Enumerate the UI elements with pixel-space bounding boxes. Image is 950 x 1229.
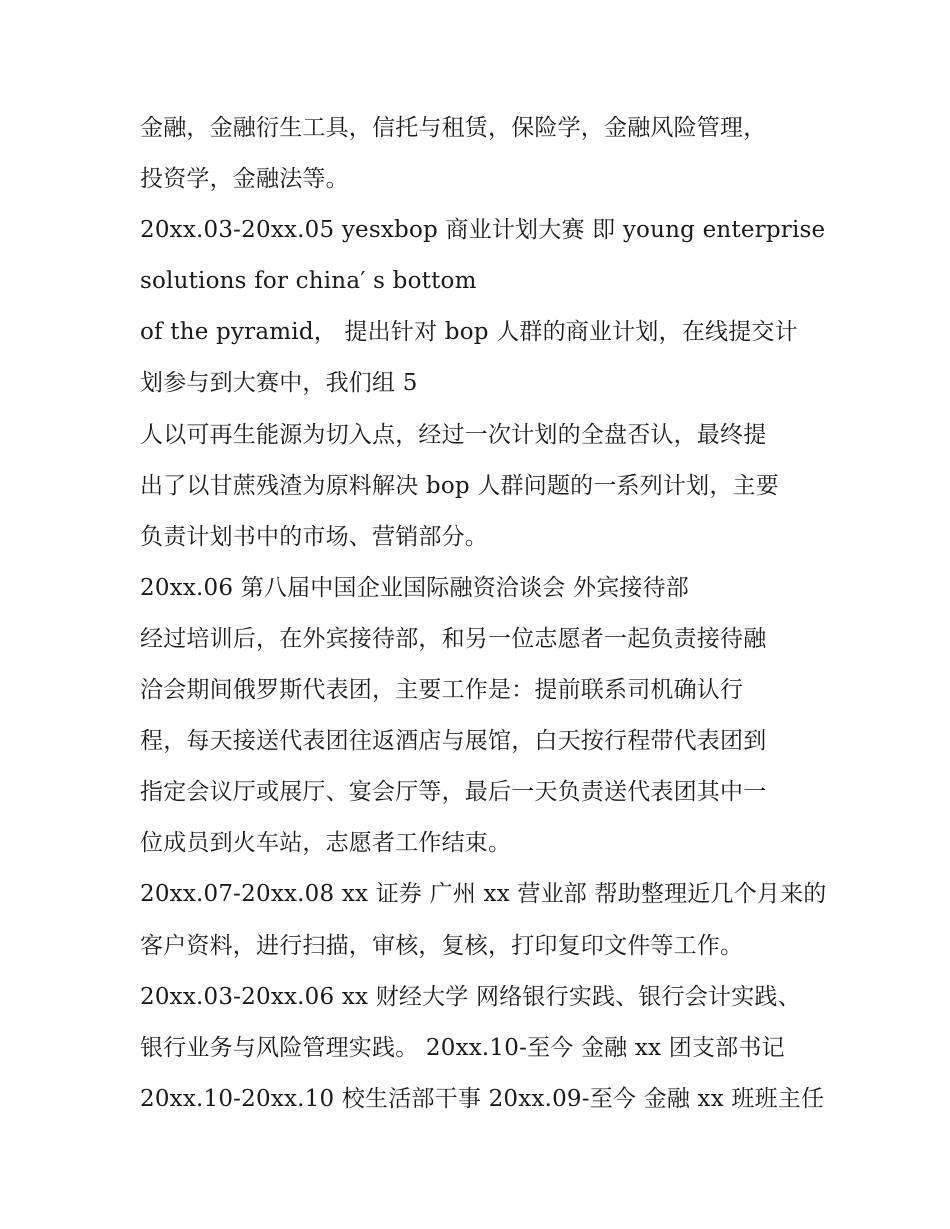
text-line: 20xx.10-20xx.10 校生活部干事 20xx.09-至今 金融 xx 班班主任 <box>140 1085 825 1112</box>
text-line: of the pyramid， 提出针对 bop 人群的商业计划，在线提交计 <box>140 319 798 346</box>
text-line: 客户资料，进行扫描，审核，复核，打印复印文件等工作。 <box>140 932 744 959</box>
text-line: 程，每天接送代表团往返酒店与展馆，白天按行程带代表团到 <box>140 728 767 755</box>
text-line: 经过培训后，在外宾接待部，和另一位志愿者一起负责接待融 <box>140 625 767 652</box>
text-line: 20xx.07-20xx.08 xx 证券 广州 xx 营业部 帮助整理近几个月来的 <box>140 881 827 908</box>
text-line: 银行业务与风险管理实践。 20xx.10-至今 金融 xx 团支部书记 <box>140 1034 785 1061</box>
text-line: solutions for china′ s bottom <box>140 268 477 295</box>
text-line: 指定会议厅或展厅、宴会厅等，最后一天负责送代表团其中一 <box>140 779 767 806</box>
text-line: 投资学，金融法等。 <box>140 166 349 193</box>
text-line: 位成员到火车站，志愿者工作结束。 <box>140 830 512 857</box>
text-line: 洽会期间俄罗斯代表团，主要工作是：提前联系司机确认行 <box>140 677 744 704</box>
text-line: 20xx.06 第八届中国企业国际融资洽谈会 外宾接待部 <box>140 574 690 601</box>
text-line: 人以可再生能源为切入点，经过一次计划的全盘否认，最终提 <box>140 421 767 448</box>
text-line: 出了以甘蔗残渣为原料解决 bop 人群问题的一系列计划，主要 <box>140 472 779 499</box>
text-line: 20xx.03-20xx.06 xx 财经大学 网络银行实践、银行会计实践、 <box>140 983 801 1010</box>
text-line: 负责计划书中的市场、营销部分。 <box>140 523 488 550</box>
text-line: 金融，金融衍生工具，信托与租赁，保险学，金融风险管理， <box>140 115 767 141</box>
document-body <box>140 103 830 1125</box>
text-line: 划参与到大赛中，我们组 5 <box>140 370 418 397</box>
text-line: 20xx.03-20xx.05 yesxbop 商业计划大赛 即 young enterprise <box>140 217 826 244</box>
